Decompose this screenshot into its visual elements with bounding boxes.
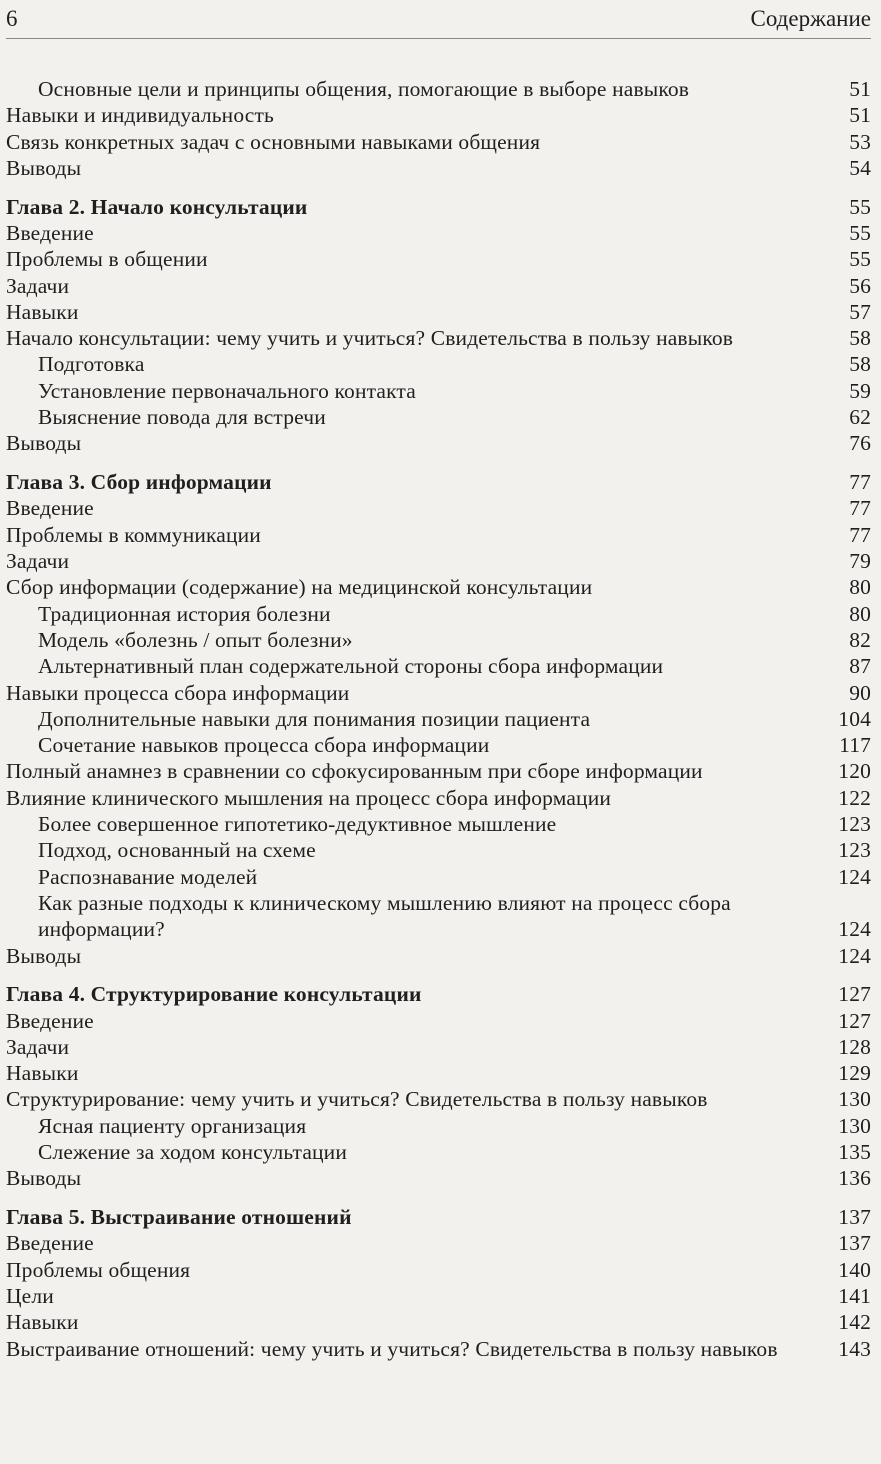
- toc-page-number: 141: [838, 1284, 871, 1309]
- toc-entry: [6, 706, 871, 732]
- toc-page-number: 137: [838, 1231, 871, 1256]
- toc-entry-title: Проблемы в общении: [6, 247, 208, 272]
- toc-page-number: 56: [849, 273, 871, 298]
- toc-entry: [6, 246, 871, 272]
- toc-entry-title: Глава 3. Сбор информации: [6, 470, 272, 495]
- toc-entry-title: Задачи: [6, 273, 70, 298]
- toc-page-number: 55: [849, 247, 871, 272]
- toc-entry-title: Сбор информации (содержание) на медицинской консультации: [6, 575, 593, 600]
- toc-entry-title: Связь конкретных задач с основными навыками общения: [6, 129, 541, 154]
- toc-page-number: 124: [838, 917, 871, 942]
- toc-entry: [6, 758, 871, 784]
- toc-entry: [6, 76, 871, 102]
- toc-entry: [6, 1113, 871, 1139]
- toc-entry-title: Выводы: [6, 1166, 82, 1191]
- toc-page-number: 120: [838, 759, 871, 784]
- toc-entry-title: Подход, основанный на схеме: [38, 838, 316, 863]
- toc-entry: [6, 1060, 871, 1086]
- toc-page-number: 59: [849, 378, 871, 403]
- toc-chapter-heading: [6, 981, 871, 1007]
- toc-entry-title: Навыки: [6, 299, 79, 324]
- toc-entry-title: Введение: [6, 1008, 94, 1033]
- toc-entry-title: Навыки процесса сбора информации: [6, 680, 350, 705]
- toc-entry-title: Основные цели и принципы общения, помогающие в выборе навыков: [38, 77, 690, 101]
- toc-entry: [6, 548, 871, 574]
- toc-entry: [6, 351, 871, 377]
- toc-entry-title: Глава 2. Начало консультации: [6, 194, 308, 219]
- toc-page-number: 55: [849, 220, 871, 245]
- toc-entry-title: Модель «болезнь / опыт болезни»: [38, 627, 353, 652]
- toc-page-number: 127: [838, 982, 871, 1007]
- toc-page-number: 140: [838, 1257, 871, 1282]
- toc-entry-title: Влияние клинического мышления на процесс сбора информации: [6, 785, 612, 810]
- toc-entry-title: Выводы: [6, 431, 82, 456]
- toc-page-number: 76: [849, 431, 871, 456]
- toc-page-number: 122: [838, 785, 871, 810]
- toc-page-number: 90: [849, 680, 871, 705]
- toc-entry-title: Выяснение повода для встречи: [38, 405, 326, 430]
- toc-entry-title: Распознавание моделей: [38, 864, 258, 889]
- toc-entry-title: Более совершенное гипотетико-дедуктивное мышление: [38, 812, 557, 837]
- toc-page-number: 62: [849, 405, 871, 430]
- toc-page-number: 124: [838, 864, 871, 889]
- table-of-contents: [6, 76, 871, 1362]
- page-number: 6: [6, 6, 18, 31]
- toc-entry: [6, 627, 871, 653]
- toc-entry: [6, 601, 871, 627]
- toc-entry: [6, 1008, 871, 1034]
- toc-page-number: 129: [838, 1061, 871, 1086]
- toc-entry: [6, 1336, 871, 1362]
- running-header: [6, 6, 871, 39]
- toc-page-number: 58: [849, 352, 871, 377]
- toc-entry: [6, 837, 871, 863]
- toc-entry: [6, 864, 871, 890]
- toc-entry: [6, 1230, 871, 1256]
- toc-entry: [6, 430, 871, 456]
- toc-page-number: 135: [838, 1140, 871, 1165]
- toc-entry-title: Выводы: [6, 155, 82, 180]
- toc-entry: [6, 378, 871, 404]
- toc-page-number: 142: [838, 1310, 871, 1335]
- toc-entry: [6, 1283, 871, 1309]
- toc-entry: [6, 102, 871, 128]
- toc-page-number: 87: [849, 654, 871, 679]
- toc-entry: [6, 1309, 871, 1335]
- toc-entry: [6, 1139, 871, 1165]
- toc-entry: [6, 129, 871, 155]
- toc-page-number: 77: [849, 496, 871, 521]
- toc-chapter-heading: [6, 194, 871, 220]
- toc-entry-title: Проблемы в коммуникации: [6, 522, 261, 547]
- toc-page-number: 80: [849, 601, 871, 626]
- toc-entry: [6, 220, 871, 246]
- toc-page-number: 57: [849, 299, 871, 324]
- toc-page-number: 80: [849, 575, 871, 600]
- toc-entry-title: Задачи: [6, 1034, 70, 1059]
- toc-entry-title: Сочетание навыков процесса сбора информации: [38, 733, 490, 758]
- toc-page-number: 79: [849, 549, 871, 574]
- toc-entry: [6, 785, 871, 811]
- toc-entry-title: Введение: [6, 496, 94, 521]
- toc-page-number: 58: [849, 326, 871, 351]
- toc-entry-title: Структурирование: чему учить и учиться? Свидетельства в пользу навыков: [6, 1087, 708, 1112]
- toc-entry-title: Дополнительные навыки для понимания позиции пациента: [38, 706, 591, 731]
- toc-entry: [6, 522, 871, 548]
- toc-entry: [6, 273, 871, 299]
- toc-page-number: 104: [838, 706, 871, 731]
- toc-entry: [6, 653, 871, 679]
- toc-entry-title: Традиционная история болезни: [38, 601, 331, 626]
- toc-entry: [6, 574, 871, 600]
- toc-entry-title: Полный анамнез в сравнении со сфокусированным при сборе информации: [6, 759, 703, 784]
- toc-entry: [6, 1165, 871, 1191]
- toc-page-number: 51: [849, 77, 871, 101]
- toc-entry: [6, 811, 871, 837]
- toc-entry: [6, 680, 871, 706]
- toc-entry-title: Глава 4. Структурирование консультации: [6, 982, 422, 1007]
- toc-entry-title: Альтернативный план содержательной стороны сбора информации: [38, 654, 664, 679]
- toc-page-number: 55: [849, 194, 871, 219]
- toc-entry-title: Выводы: [6, 943, 82, 968]
- toc-entry-title: Цели: [6, 1284, 54, 1309]
- toc-page-number: 123: [838, 838, 871, 863]
- toc-entry-title: Навыки: [6, 1061, 79, 1086]
- toc-entry: [6, 325, 871, 351]
- toc-entry-title: Слежение за ходом консультации: [38, 1140, 347, 1165]
- toc-chapter-heading: [6, 469, 871, 495]
- toc-page-number: 143: [838, 1336, 871, 1361]
- toc-entry: [6, 404, 871, 430]
- toc-page-number: 130: [838, 1113, 871, 1138]
- toc-entry: [6, 299, 871, 325]
- toc-entry: [6, 1257, 871, 1283]
- toc-entry-title: Подготовка: [38, 352, 145, 377]
- toc-page-number: 117: [839, 733, 871, 758]
- toc-page-number: 136: [838, 1166, 871, 1191]
- toc-entry: [6, 155, 871, 181]
- toc-chapter-heading: [6, 1204, 871, 1230]
- toc-entry-title: Проблемы общения: [6, 1257, 191, 1282]
- toc-entry-title: Навыки и индивидуальность: [6, 103, 274, 128]
- toc-entry-title: Задачи: [6, 549, 70, 574]
- toc-page-number: 77: [849, 522, 871, 547]
- toc-page-number: 137: [838, 1205, 871, 1230]
- toc-entry-title: Введение: [6, 1231, 94, 1256]
- toc-entry-title: Установление первоначального контакта: [38, 378, 416, 403]
- running-title: Содержание: [750, 6, 871, 31]
- toc-entry-title: Введение: [6, 220, 94, 245]
- toc-entry: [6, 890, 871, 943]
- toc-page-number: 128: [838, 1034, 871, 1059]
- toc-entry-title: Как разные подходы к клиническому мышлению влияют на процесс сбора информации?: [38, 890, 731, 942]
- toc-page-number: 123: [838, 812, 871, 837]
- toc-entry-title: Навыки: [6, 1310, 79, 1335]
- toc-page-number: 51: [849, 103, 871, 128]
- toc-entry-title: Выстраивание отношений: чему учить и учиться? Свидетельства в пользу навыков: [6, 1336, 778, 1361]
- toc-page-number: 53: [849, 129, 871, 154]
- toc-entry-title: Глава 5. Выстраивание отношений: [6, 1205, 352, 1230]
- toc-entry: [6, 1034, 871, 1060]
- toc-page-number: 124: [838, 943, 871, 968]
- toc-entry: [6, 732, 871, 758]
- toc-page-number: 54: [849, 155, 871, 180]
- toc-page-number: 127: [838, 1008, 871, 1033]
- toc-entry: [6, 1086, 871, 1112]
- toc-entry: [6, 943, 871, 969]
- toc-entry-title: Начало консультации: чему учить и учиться? Свидетельства в пользу навыков: [6, 326, 734, 351]
- toc-entry: [6, 495, 871, 521]
- toc-page-number: 77: [849, 470, 871, 495]
- toc-page-number: 130: [838, 1087, 871, 1112]
- toc-entry-title: Ясная пациенту организация: [38, 1113, 307, 1138]
- toc-page-number: 82: [849, 627, 871, 652]
